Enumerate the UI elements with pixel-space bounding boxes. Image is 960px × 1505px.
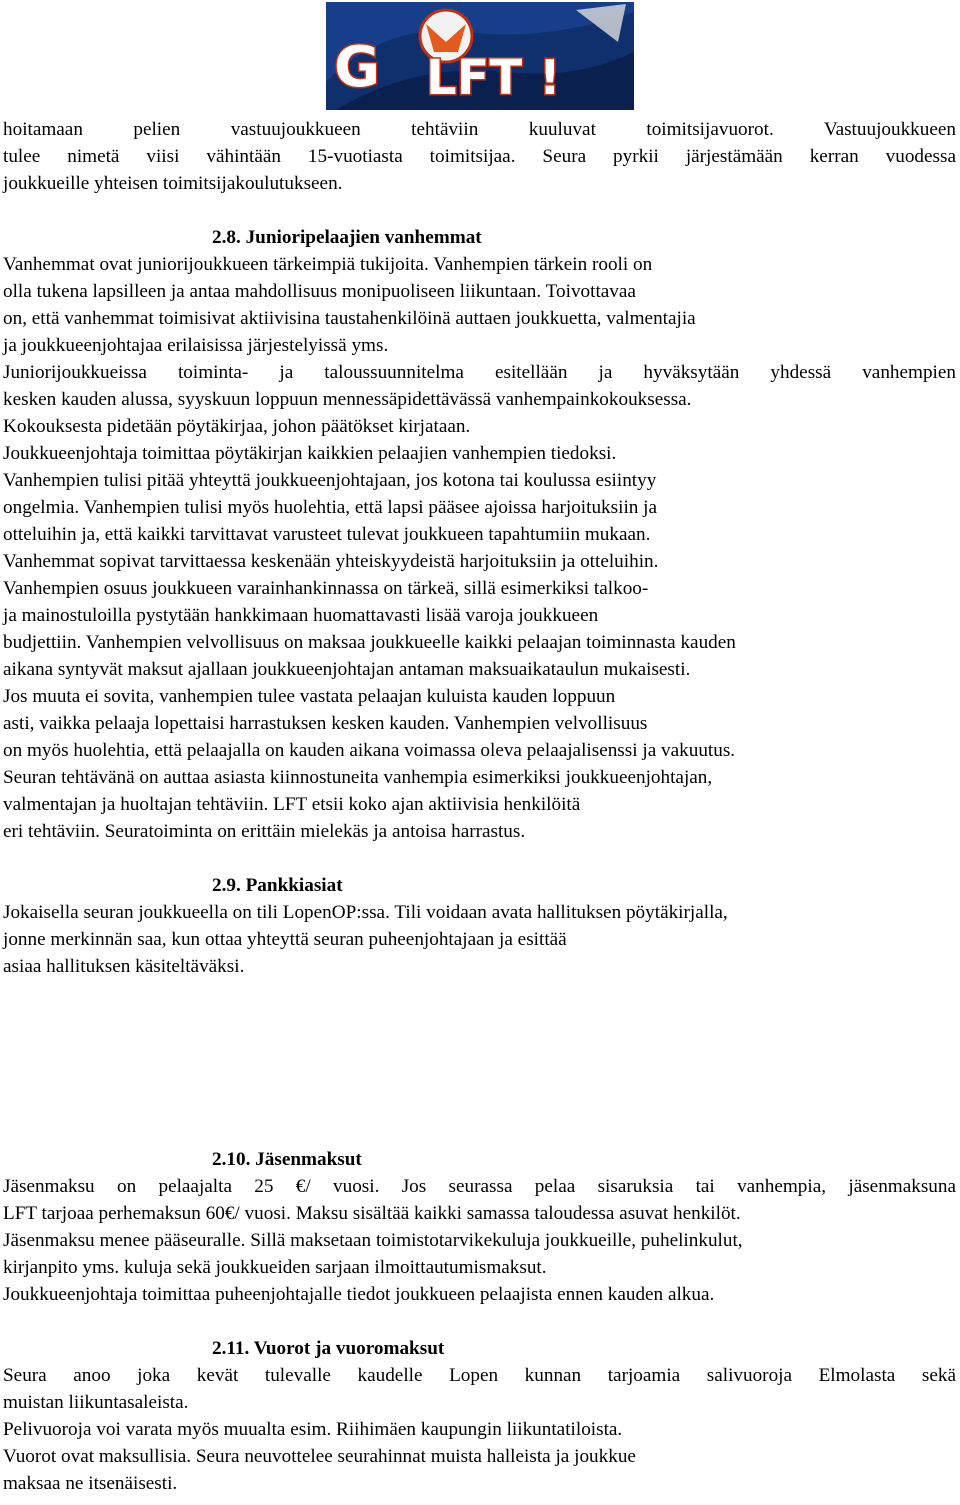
svg-text:LFT !: LFT ! (426, 50, 561, 106)
section-heading: 2.9. Pankkiasiat (212, 875, 343, 896)
paragraph-line: Jos muuta ei sovita, vanhempien tulee vastata pelaajan kuluista kauden loppuun (3, 686, 616, 707)
paragraph-line: asiaa hallituksen käsiteltäväksi. (3, 956, 245, 977)
paragraph-line: kirjanpito yms. kuluja sekä joukkueiden sarjaan ilmoittautumismaksut. (3, 1257, 547, 1278)
paragraph-line: otteluihin ja, että kaikki tarvittavat varusteet tulevat joukkueen tapahtumiin mukaan. (3, 524, 651, 545)
paragraph-line: Seura anoo joka kevät tulevalle kaudelle Lopen kunnan tarjoamia salivuoroja Elmolasta sekä (3, 1365, 956, 1386)
paragraph-line: on myös huolehtia, että pelaajalla on kauden aikana voimassa oleva pelaajalisenssi ja vakuutus. (3, 740, 736, 761)
logo-graphic (326, 2, 634, 110)
paragraph-line: kesken kauden alussa, syyskuun loppuun mennessäpidettävässä vanhempainkokouksessa. (3, 389, 692, 410)
paragraph-line: maksaa ne itsenäisesti. (3, 1473, 178, 1494)
paragraph-line: aikana syntyvät maksut ajallaan joukkueenjohtajan antaman maksuaikataulun mukaisesti. (3, 659, 691, 680)
paragraph-line: LFT tarjoaa perhemaksun 60€/ vuosi. Maksu sisältää kaikki samassa taloudessa asuvat henkilöt. (3, 1203, 741, 1224)
paragraph-line: Vanhemmat sopivat tarvittaessa keskenään yhteiskyydeistä harjoituksiin ja otteluihin. (3, 551, 659, 572)
paragraph-line: Kokouksesta pidetään pöytäkirjaa, johon päätökset kirjataan. (3, 416, 471, 437)
paragraph-line: Seuran tehtävänä on auttaa asiasta kiinnostuneita vanhempia esimerkiksi joukkueenjohtajan, (3, 767, 713, 788)
paragraph-line: tulee nimetä viisi vähintään 15-vuotiasta toimitsijaa. Seura pyrkii järjestämään kerran vuodessa (3, 146, 956, 167)
paragraph-line: Joukkueenjohtaja toimittaa puheenjohtajalle tiedot joukkueen pelaajista ennen kauden alkua. (3, 1284, 715, 1305)
paragraph-line: olla tukena lapsilleen ja antaa mahdollisuus monipuoliseen liikuntaan. Toivottavaa (3, 281, 636, 302)
paragraph-line: muistan liikuntasaleista. (3, 1392, 189, 1413)
paragraph-line: joukkueille yhteisen toimitsijakoulutukseen. (3, 173, 343, 194)
paragraph-line: Pelivuoroja voi varata myös muualta esim. Riihimäen kaupungin liikuntatiloista. (3, 1419, 623, 1440)
paragraph-line: asti, vaikka pelaaja lopettaisi harrastuksen kesken kauden. Vanhempien velvollisuus (3, 713, 648, 734)
section-heading: 2.8. Junioripelaajien vanhemmat (212, 227, 482, 248)
paragraph-line: ja joukkueenjohtajaa erilaisissa järjestelyissä yms. (3, 335, 389, 356)
paragraph-line: Vanhemmat ovat juniorijoukkueen tärkeimpiä tukijoita. Vanhempien tärkein rooli on (3, 254, 653, 275)
paragraph-line: eri tehtäviin. Seuratoiminta on erittäin mielekäs ja antoisa harrastus. (3, 821, 526, 842)
paragraph-line: Juniorijoukkueissa toiminta- ja taloussuunnitelma esitellään ja hyväksytään yhdessä vanhempien (3, 362, 956, 383)
paragraph-line: ongelmia. Vanhempien tulisi myös huolehtia, että lapsi pääsee ajoissa harjoituksiin ja (3, 497, 658, 518)
paragraph-line: valmentajan ja huoltajan tehtäviin. LFT etsii koko ajan aktiivisia henkilöitä (3, 794, 581, 815)
paragraph-line: Vanhempien tulisi pitää yhteyttä joukkueenjohtajaan, jos kotona tai koulussa esiintyy (3, 470, 657, 491)
paragraph-line: Jokaisella seuran joukkueella on tili LopenOP:ssa. Tili voidaan avata hallituksen pöytäkirjalla, (3, 902, 728, 923)
paragraph-line: Vuorot ovat maksullisia. Seura neuvottelee seurahinnat muista halleista ja joukkue (3, 1446, 636, 1467)
paragraph-line: ja mainostuloilla pystytään hankkimaan huomattavasti lisää varoja joukkueen (3, 605, 599, 626)
paragraph-line: on, että vanhemmat toimisivat aktiivisina taustahenkilöinä auttaen joukkuetta, valmentajia (3, 308, 696, 329)
paragraph-line: jonne merkinnän saa, kun ottaa yhteyttä seuran puheenjohtajaan ja esittää (3, 929, 567, 950)
golft-logo (326, 2, 634, 110)
paragraph-line: budjettiin. Vanhempien velvollisuus on maksaa joukkueelle kaikki pelaajan toiminnasta kauden (3, 632, 736, 653)
paragraph-line: Joukkueenjohtaja toimittaa pöytäkirjan kaikkien pelaajien vanhempien tiedoksi. (3, 443, 617, 464)
paragraph-line: Vanhempien osuus joukkueen varainhankinnassa on tärkeä, sillä esimerkiksi talkoo- (3, 578, 649, 599)
paragraph-line: hoitamaan pelien vastuujoukkueen tehtäviin kuuluvat toimitsijavuorot. Vastuujoukkueen (3, 119, 956, 140)
section-heading: 2.11. Vuorot ja vuoromaksut (212, 1338, 445, 1359)
paragraph-line: Jäsenmaksu on pelaajalta 25 €/ vuosi. Jos seurassa pelaa sisaruksia tai vanhempia, jäsenmaksuna (3, 1176, 956, 1197)
section-heading: 2.10. Jäsenmaksut (212, 1149, 362, 1170)
svg-text:G: G (334, 35, 380, 100)
paragraph-line: Jäsenmaksu menee pääseuralle. Sillä maksetaan toimistotarvikekuluja joukkueille, puhelinkulut, (3, 1230, 743, 1251)
